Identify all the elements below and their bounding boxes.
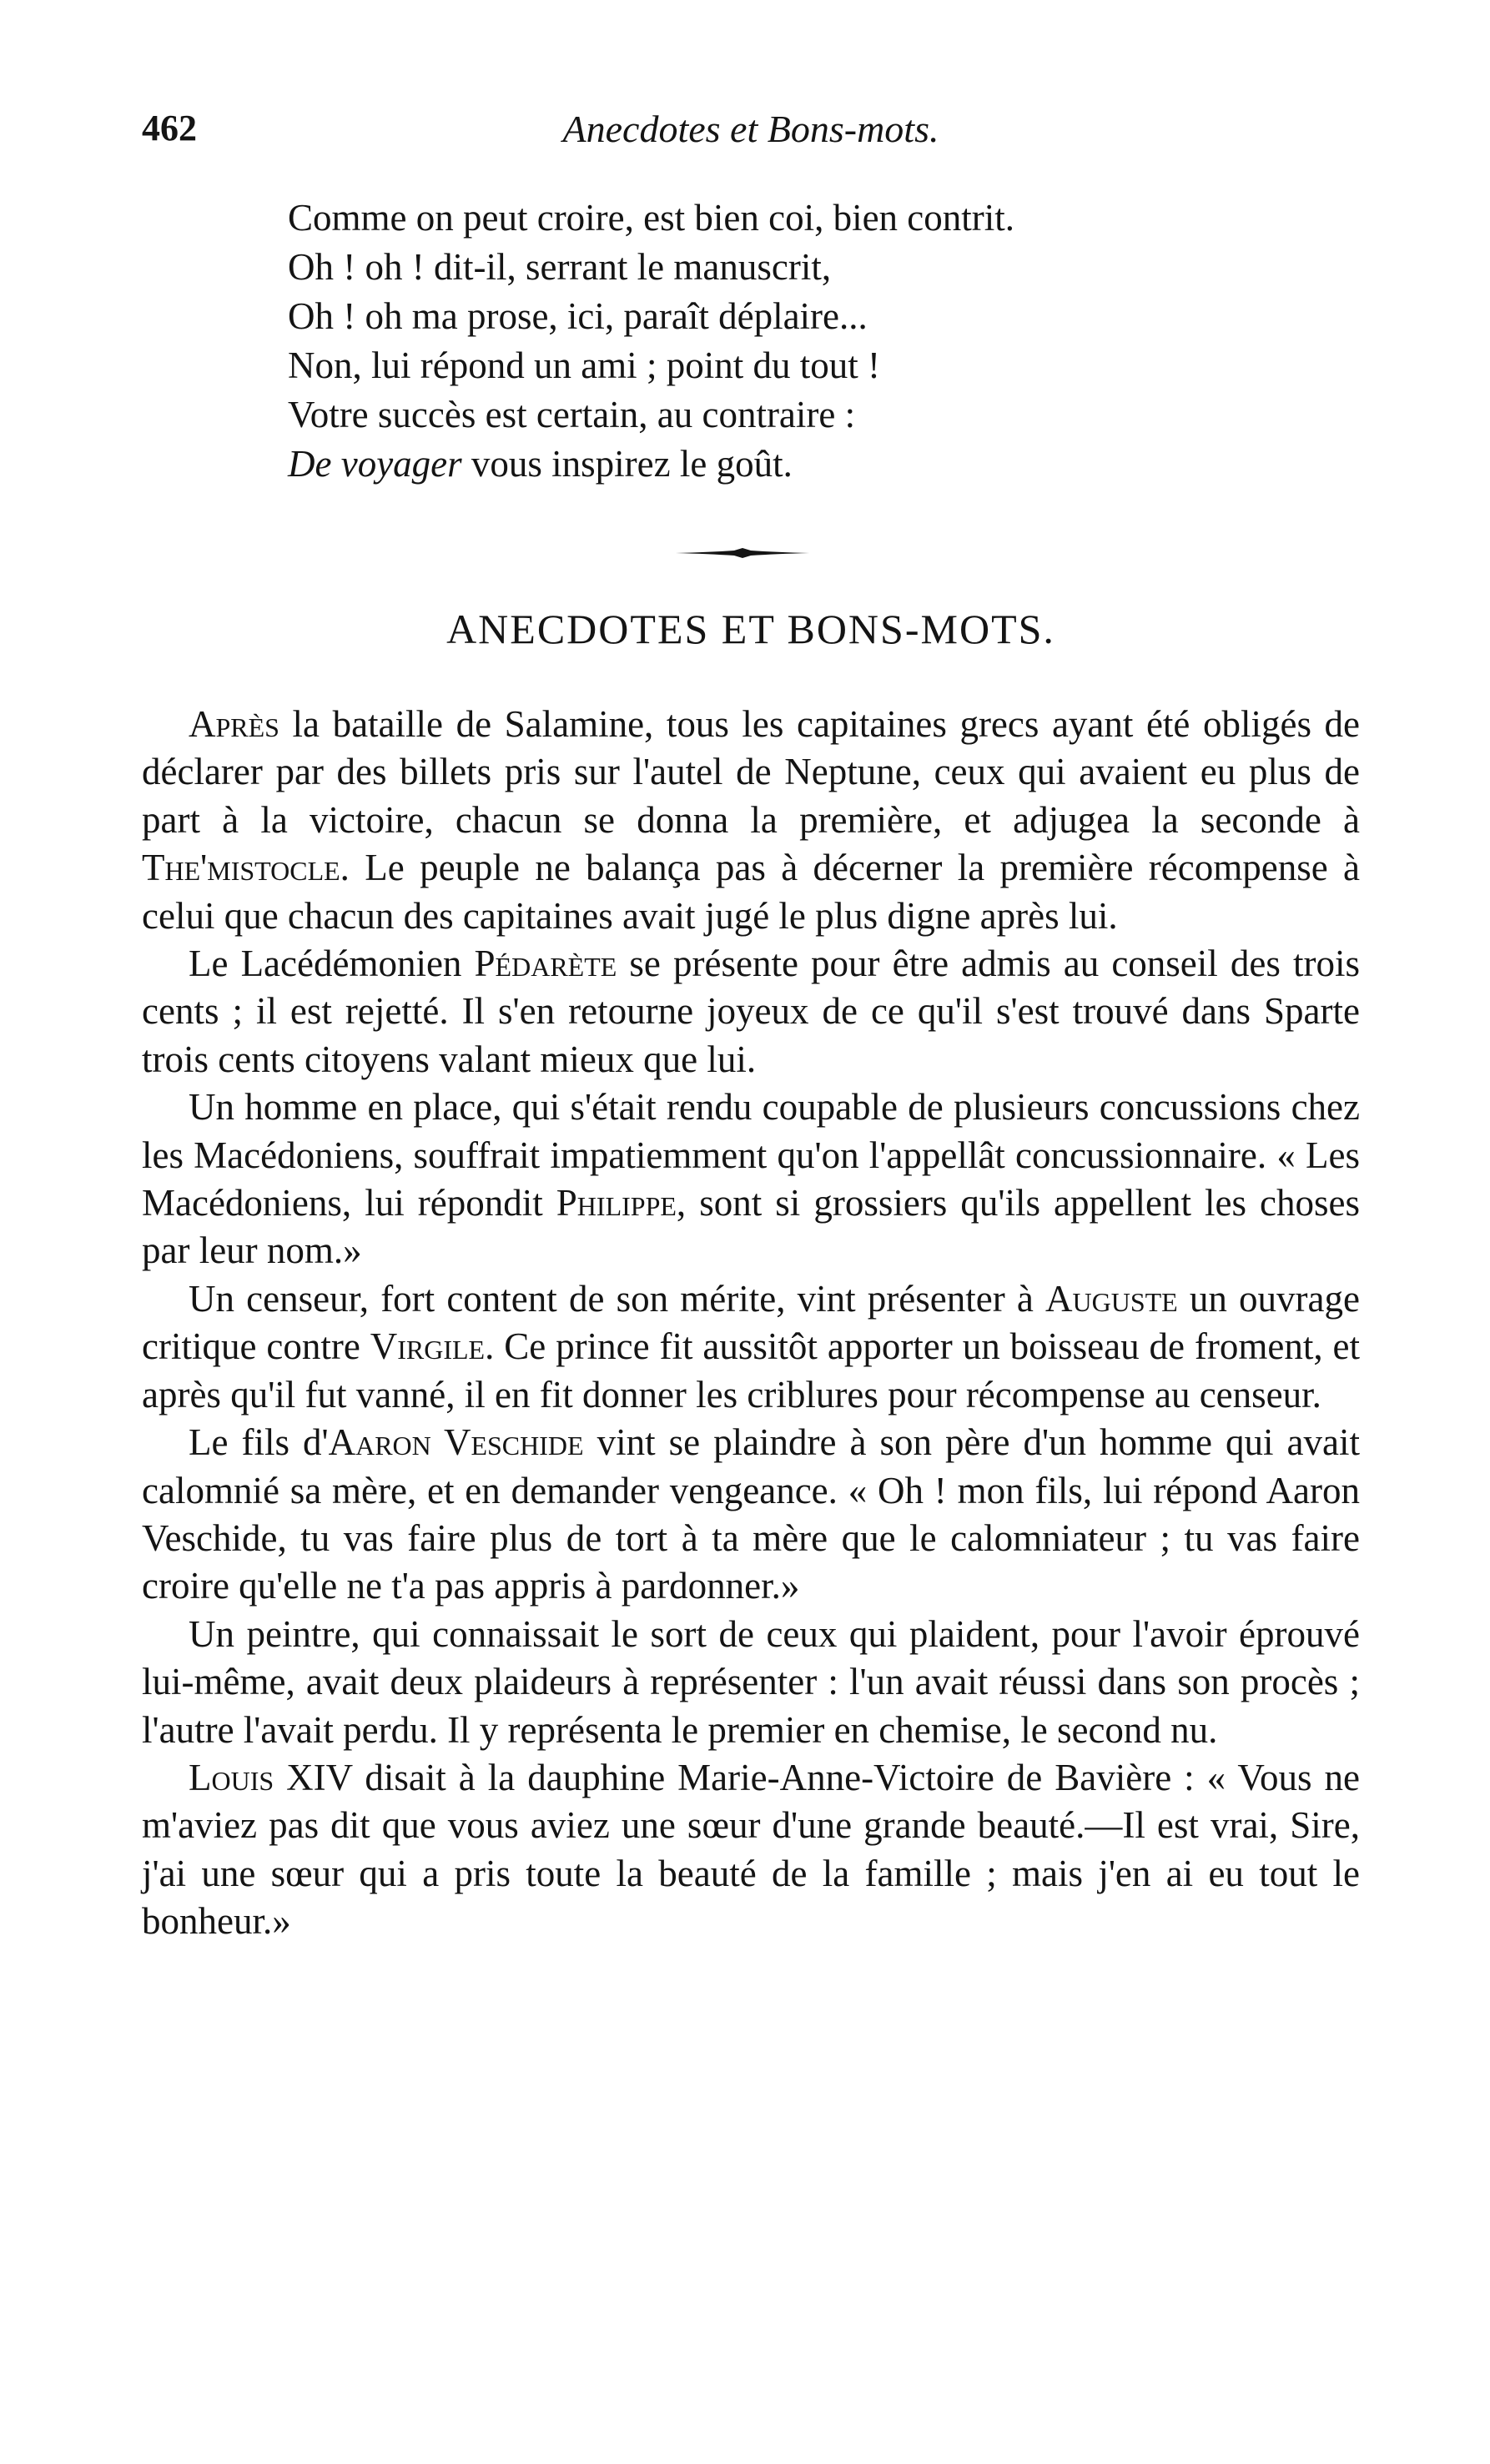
paragraph-text: XIV disait à la dauphine Marie-Anne-Victoire de Bavière : « Vous ne m'aviez pas dit que vous aviez une sœur d'une grande beauté.—Il est vrai, Sire, j'ai une sœur qui a pris toute la beauté de la famille ; mais j'en ai eu tout le bonheur.» [142, 1756, 1360, 1943]
verse-excerpt [288, 194, 1289, 489]
anecdote-paragraph [142, 940, 1360, 1084]
anecdotes-text [142, 701, 1360, 1946]
anecdote-paragraph [142, 701, 1360, 940]
person-name: Pédarète [474, 943, 617, 985]
paragraph-text: sont si grossiers qu'ils appellent les choses par leur nom.» [142, 1182, 1361, 1272]
running-head [142, 107, 1360, 157]
page-number: 462 [142, 108, 197, 148]
person-name: Virgile. [370, 1325, 495, 1368]
paragraph-text: la bataille de Salamine, tous les capitaines grecs ayant été obligés de déclarer par des billets pris sur l'autel de Neptune, ceux qui avaient eu plus de part à la victoire, chacun se donna la première, et adjugea la seconde à [142, 703, 1360, 841]
paragraph-text: Un censeur, fort content de son mérite, vint présenter à [189, 1277, 1045, 1320]
paragraph-text: vint se plaindre à son père d'un homme qui avait calomnié sa mère, et en demander vengeance. « Oh ! mon fils, lui répond Aaron Veschide, tu vas faire plus de tort à ta mère que le calomniateur ; tu vas faire croire qu'elle ne t'a pas appris à pardonner.» [142, 1421, 1360, 1607]
person-name: Auguste [1045, 1277, 1178, 1320]
paragraph-text: un ouvrage critique contre [142, 1277, 1360, 1368]
verse-line: Oh ! oh ma prose, ici, paraît déplaire... [288, 295, 868, 337]
anecdote-paragraph [142, 1084, 1360, 1275]
paragraph-text: Le fils d' [189, 1421, 329, 1464]
verse-line-last [288, 440, 1289, 489]
person-name: Aaron Veschide [328, 1421, 584, 1464]
anecdote-paragraph [142, 1419, 1360, 1611]
verse-line: Votre succès est certain, au contraire : [288, 394, 856, 435]
verse-line-rest: vous inspirez le goût. [461, 443, 793, 485]
paragraph-lead: Après [189, 703, 279, 745]
paragraph-text: Un peintre, qui connaissait le sort de ceux qui plaident, pour l'avoir éprouvé lui-même, avait deux plaideurs à représenter : l'un avait réussi dans son procès ; l'autre l'avait perdu. Il y représenta le premier en chemise, le second nu. [142, 1612, 1360, 1751]
paragraph-text: se présente pour être admis au conseil des trois cents ; il est rejetté. Il s'en retourne joyeux de ce qu'il s'est trouvé dans Sparte trois cents citoyens valant mieux que lui. [142, 943, 1360, 1080]
verse-line: Oh ! oh ! dit-il, serrant le manuscrit, [288, 246, 832, 288]
paragraph-text: Ce prince fit aussitôt apporter un boisseau de froment, et après qu'il fut vanné, il en fit donner les criblures pour récompense au censeur. [142, 1325, 1360, 1416]
anecdote-paragraph [142, 1611, 1360, 1754]
anecdote-paragraph [142, 1754, 1360, 1946]
person-name: The'mistocle. [142, 847, 350, 889]
verse-line: Non, lui répond un ami ; point du tout ! [288, 344, 880, 386]
verse-emphasis: De voyager [288, 443, 462, 485]
section-divider-ornament [676, 548, 809, 558]
running-title: Anecdotes et Bons-mots. [562, 108, 939, 150]
section-title: ANECDOTES ET BONS-MOTS. [446, 606, 1055, 652]
verse-line: Comme on peut croire, est bien coi, bien contrit. [288, 197, 1015, 239]
person-name: Philippe, [556, 1182, 687, 1224]
person-name: Louis [189, 1756, 274, 1798]
paragraph-text: Le peuple ne balança pas à décerner la première récompense à celui que chacun des capitaines avait jugé le plus digne après lui. [142, 847, 1360, 937]
paragraph-text: Le Lacédémonien [189, 943, 475, 985]
anecdote-paragraph [142, 1275, 1360, 1419]
paragraph-text: Un homme en place, qui s'était rendu coupable de plusieurs concussions chez les Macédoniens, souffrait impatiemment qu'on l'appellât concussionnaire. « Les Macédoniens, lui répondit [142, 1086, 1360, 1224]
